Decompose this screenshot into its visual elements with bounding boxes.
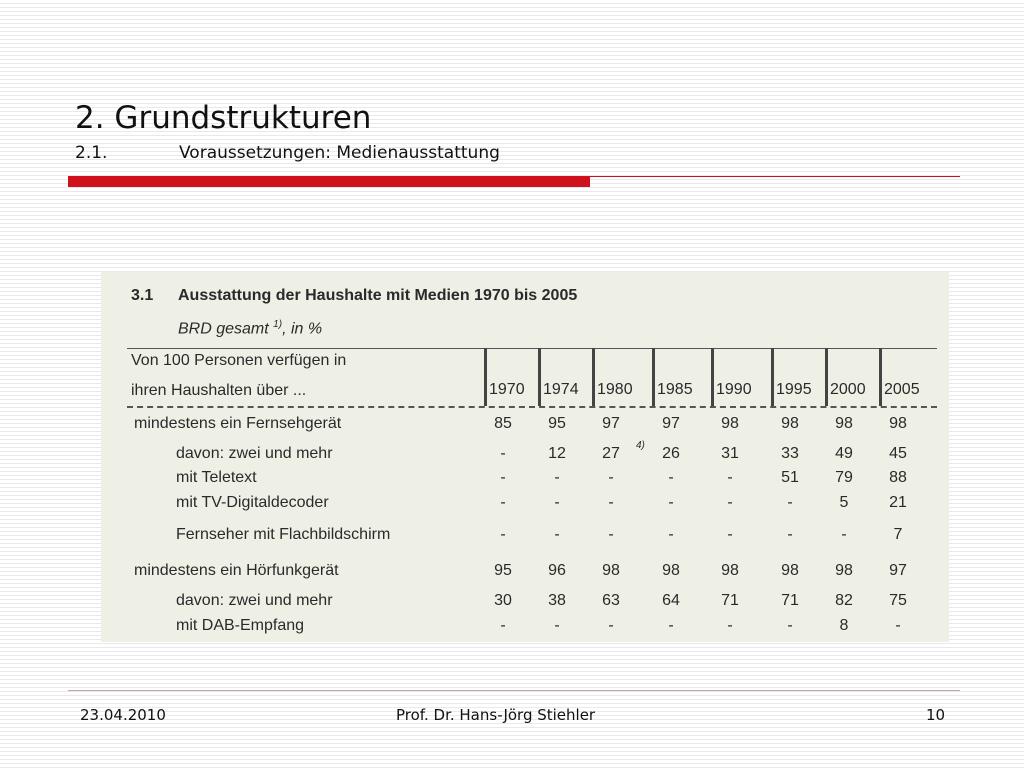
table-cell: - [500,617,506,634]
accent-bar [68,176,590,187]
table-cell: 98 [835,562,853,579]
year-column-header: 2000 [825,348,875,406]
table-cell: - [668,526,674,543]
table-cell: 98 [889,415,907,432]
table-subtitle-footnote: 1) [273,319,283,330]
table-cell: - [554,494,560,511]
table-cell: 95 [548,415,566,432]
table-cell: - [500,494,506,511]
row-label: davon: zwei und mehr [176,592,333,609]
table-cell: 98 [835,415,853,432]
table-cell: - [668,617,674,634]
footer-author: Prof. Dr. Hans-Jörg Stiehler [396,706,596,724]
table-cell: - [668,469,674,486]
table-subtitle-unit: , in % [282,320,323,338]
table-cell: 71 [721,592,739,609]
table-cell: - [554,617,560,634]
table-cell: - [554,526,560,543]
table-cell: 26 [662,445,680,462]
row-label: davon: zwei und mehr [176,445,333,462]
row-label: mindestens ein Fernsehgerät [134,415,342,432]
table-cell: - [554,469,560,486]
table-cell: - [841,526,847,543]
table-cell: 97 [662,415,680,432]
year-column-header: 1974 [538,348,588,406]
footer-page-number: 10 [926,706,946,724]
table-cell: - [608,469,614,486]
table-cell: 88 [889,469,907,486]
table-cell: 96 [548,562,566,579]
table-cell: 49 [835,445,853,462]
table-cell: 27 [602,445,620,462]
accent-line [590,176,960,177]
table-cell: 98 [721,562,739,579]
table-cell: 95 [494,562,512,579]
table-cell: 98 [781,415,799,432]
table-cell: 85 [494,415,512,432]
table-cell: 5 [839,494,849,511]
table-cell: - [608,526,614,543]
table-cell: 98 [781,562,799,579]
table-cell: 98 [721,415,739,432]
row-label: mindestens ein Hörfunkgerät [134,562,339,579]
year-column-header: 1995 [771,348,821,406]
table-cell: 31 [721,445,739,462]
table-cell: - [727,617,733,634]
row-label: mit TV-Digitaldecoder [176,494,329,511]
row-label: mit Teletext [176,469,257,486]
table-cell: 98 [662,562,680,579]
table-cell: - [727,526,733,543]
table-cell: 75 [889,592,907,609]
table-cell: - [787,617,793,634]
table-subtitle-text: BRD gesamt [178,320,269,338]
table-cell: 33 [781,445,799,462]
table-header-line2: ihren Haushalten über ... [131,382,307,399]
table-cell: 12 [548,445,566,462]
slide-title: 2. Grundstrukturen [75,100,372,136]
table-cell: - [668,494,674,511]
year-column-header: 1990 [711,348,761,406]
table-cell: 64 [662,592,680,609]
table-cell: 21 [889,494,907,511]
year-column-header: 1970 [484,348,534,406]
year-column-header: 1985 [652,348,702,406]
table-cell: - [500,445,506,462]
table-cell: 97 [602,415,620,432]
table-title: Ausstattung der Haushalte mit Medien 1970 bis 2005 [178,287,578,304]
table-cell: 98 [602,562,620,579]
table-cell: - [500,469,506,486]
table-cell: 8 [839,617,849,634]
footnote-4-marker: 4) [636,440,645,451]
table-cell: - [727,469,733,486]
table-cell: 51 [781,469,799,486]
table-cell: - [500,526,506,543]
subtitle-number: 2.1. [75,143,108,163]
footer-rule [68,690,960,691]
table-cell: 45 [889,445,907,462]
table-cell: - [787,526,793,543]
table-cell: - [608,617,614,634]
slide-subtitle [75,143,500,163]
table-cell: - [787,494,793,511]
table-cell: 97 [889,562,907,579]
table-subtitle [178,319,322,338]
subtitle-text: Voraussetzungen: Medienausstattung [179,143,500,163]
row-label: mit DAB-Empfang [176,617,305,634]
table-cell: 79 [835,469,853,486]
footer-date: 23.04.2010 [80,706,166,724]
table-cell: - [608,494,614,511]
table-number: 3.1 [131,287,154,304]
year-column-header: 2005 [879,348,929,406]
table-cell: - [895,617,901,634]
table-cell: - [727,494,733,511]
year-column-header: 1980 [592,348,642,406]
row-label: Fernseher mit Flachbildschirm [176,526,391,543]
table-cell: 7 [893,526,903,543]
table-cell: 82 [835,592,853,609]
table-cell: 38 [548,592,566,609]
table-header-rule [127,406,937,408]
table-cell: 63 [602,592,620,609]
scanned-table-image [101,272,949,642]
table-cell: 71 [781,592,799,609]
table-header-line1: Von 100 Personen verfügen in [131,352,347,369]
table-cell: 30 [494,592,512,609]
